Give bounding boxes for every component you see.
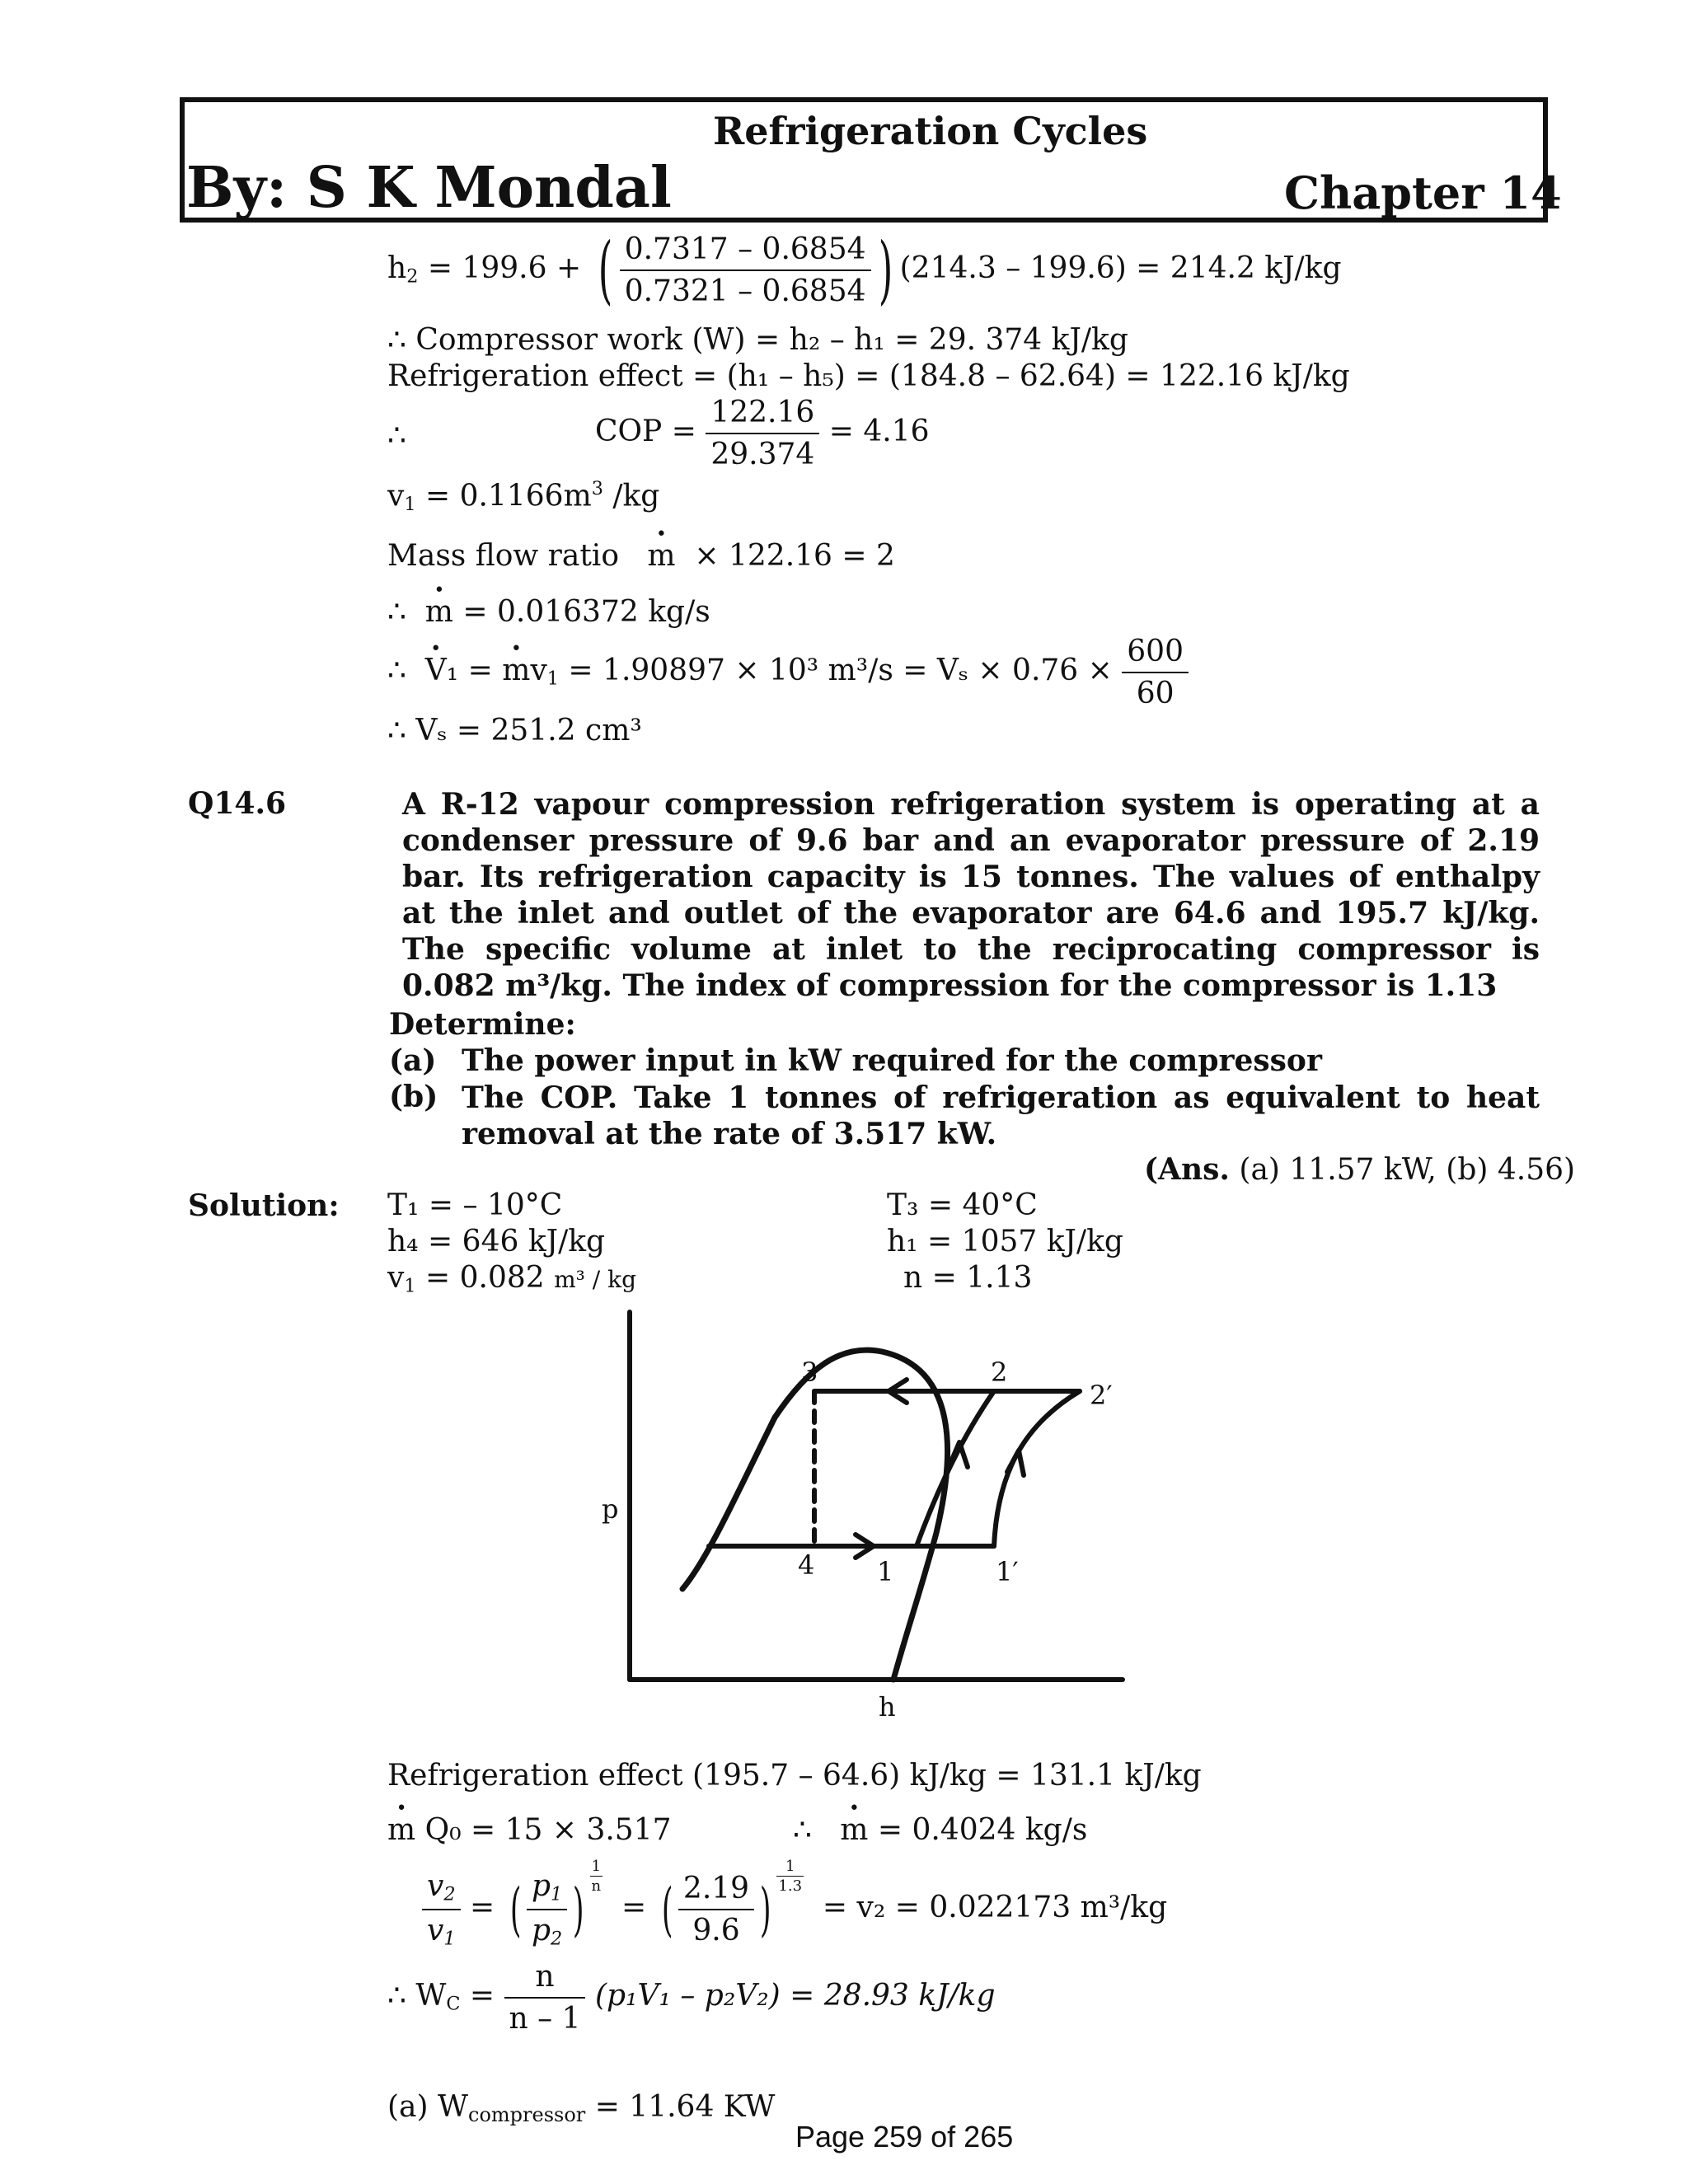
part-b-label: (b): [389, 1080, 438, 1114]
given-h1: h₁ = 1057 kJ/kg: [887, 1225, 1123, 1258]
page-number: Page 259 of 265: [795, 2120, 1014, 2154]
question-text: A R-12 vapour compression refrigeration system is operating at a condenser pressure of 9.6 bar and an evaporator pressure of 2.19 bar. Its refrigeration capacity is 15 tonnes. The values of enthalpy at the inlet and outlet of the evaporator are 64.6 and 195.7 kJ/kg. The specific volume at inlet to the reciprocating compressor is 0.082 m³/kg. The index of compression for the compressor is 1.13: [402, 787, 1540, 1003]
given-h4: h₄ = 646 kJ/kg: [387, 1225, 606, 1258]
given-t3: T₃ = 40°C: [887, 1188, 1038, 1222]
point-3-label: 3: [801, 1357, 818, 1388]
compressor-work: ∴ Compressor work (W) = h₂ – h₁ = 29. 374 kJ/kg: [387, 323, 1128, 357]
compressor-work-equation: ∴ $W_C$ = $\frac{n}{n - 1}$ (p₁V₁ – p₂V₂) = 28.93 kJ/kg: [387, 1960, 996, 2036]
given-v1: $v_1 = 0.082$ m³ / kg: [387, 1261, 637, 1297]
question-number: Q14.6: [188, 786, 287, 821]
compression-line-1-2: [917, 1391, 994, 1546]
compressor-power: (a) $W_{compressor} = 11.64$ KW: [387, 2090, 776, 2126]
determine-label: Determine:: [389, 1007, 576, 1042]
part-a-text: The power input in kW required for the compressor: [462, 1043, 1322, 1078]
h2-equation: $h_2 = 199.6$ + ( $\frac{0.7317 - 0.6854}{0.7321 - 0.6854}$ ) (214.3 – 199.6) = 214.2 kJ/kg: [387, 227, 1342, 313]
cop-equation: COP = $\frac{122.16}{29.374}$ = 4.16: [595, 396, 930, 471]
refrigeration-effect: Refrigeration effect = (h₁ – h₅) = (184.8 – 62.64) = 122.16 kJ/kg: [387, 359, 1350, 393]
part-b-text: The COP. Take 1 tonnes of refrigeration as equivalent to heat removal at the rate of 3.517 kW.: [462, 1080, 1540, 1151]
solution-label: Solution:: [188, 1188, 340, 1223]
chapter-title: Refrigeration Cycles: [713, 109, 1148, 153]
calc-mass-flow-result: ∴ • m = 0.4024 kg/s: [793, 1813, 1087, 1847]
specific-volume-equation: $\frac{v_2}{v_1}$ = ( $\frac{p_1}{p_2}$ ) $\frac{1}{n}$ = ( $\frac{2.19}{9.6}$ ) $\frac{1}{1.3}$ = v₂ = 0.022173 m³/kg: [422, 1858, 1167, 1950]
mass-flow-value: ∴ • m = 0.016372 kg/s: [387, 595, 710, 629]
arrow-compression-2: [1007, 1451, 1024, 1475]
swept-volume: ∴ Vₛ = 251.2 cm³: [387, 714, 642, 748]
chapter-number: Chapter 14: [1284, 166, 1562, 219]
therefore-symbol: ∴: [387, 419, 406, 452]
given-n: n = 1.13: [903, 1261, 1033, 1295]
point-2-prime-label: 2′: [1090, 1380, 1113, 1411]
point-4-label: 4: [798, 1549, 815, 1581]
x-axis-label: h: [879, 1691, 896, 1722]
given-t1: T₁ = – 10°C: [387, 1188, 563, 1222]
mass-flow-ratio: Mass flow ratio • m × 122.16 = 2: [387, 539, 895, 573]
point-1-label: 1: [877, 1556, 894, 1587]
calc-mass-flow: • m Q₀ = 15 × 3.517: [387, 1813, 672, 1847]
v1-value: $v_1 = 0.1166m^3$ /kg: [387, 478, 660, 515]
calc-refrigeration-effect: Refrigeration effect (195.7 – 64.6) kJ/kg = 131.1 kJ/kg: [387, 1759, 1202, 1793]
answer: (Ans. (a) 11.57 kW, (b) 4.56): [1144, 1152, 1576, 1187]
y-axis-label: p: [602, 1493, 619, 1525]
author: By: S K Mondal: [186, 155, 672, 221]
part-a-label: (a): [389, 1043, 437, 1078]
volume-flow-equation: ∴ • V₁ = • $mv_1 = 1.90897 \times 10^3$ m³/s = Vₛ × 0.76 × $\frac{600}{60}$: [387, 635, 1189, 710]
point-1-prime-label: 1′: [996, 1556, 1019, 1587]
point-2-label: 2: [991, 1357, 1008, 1388]
